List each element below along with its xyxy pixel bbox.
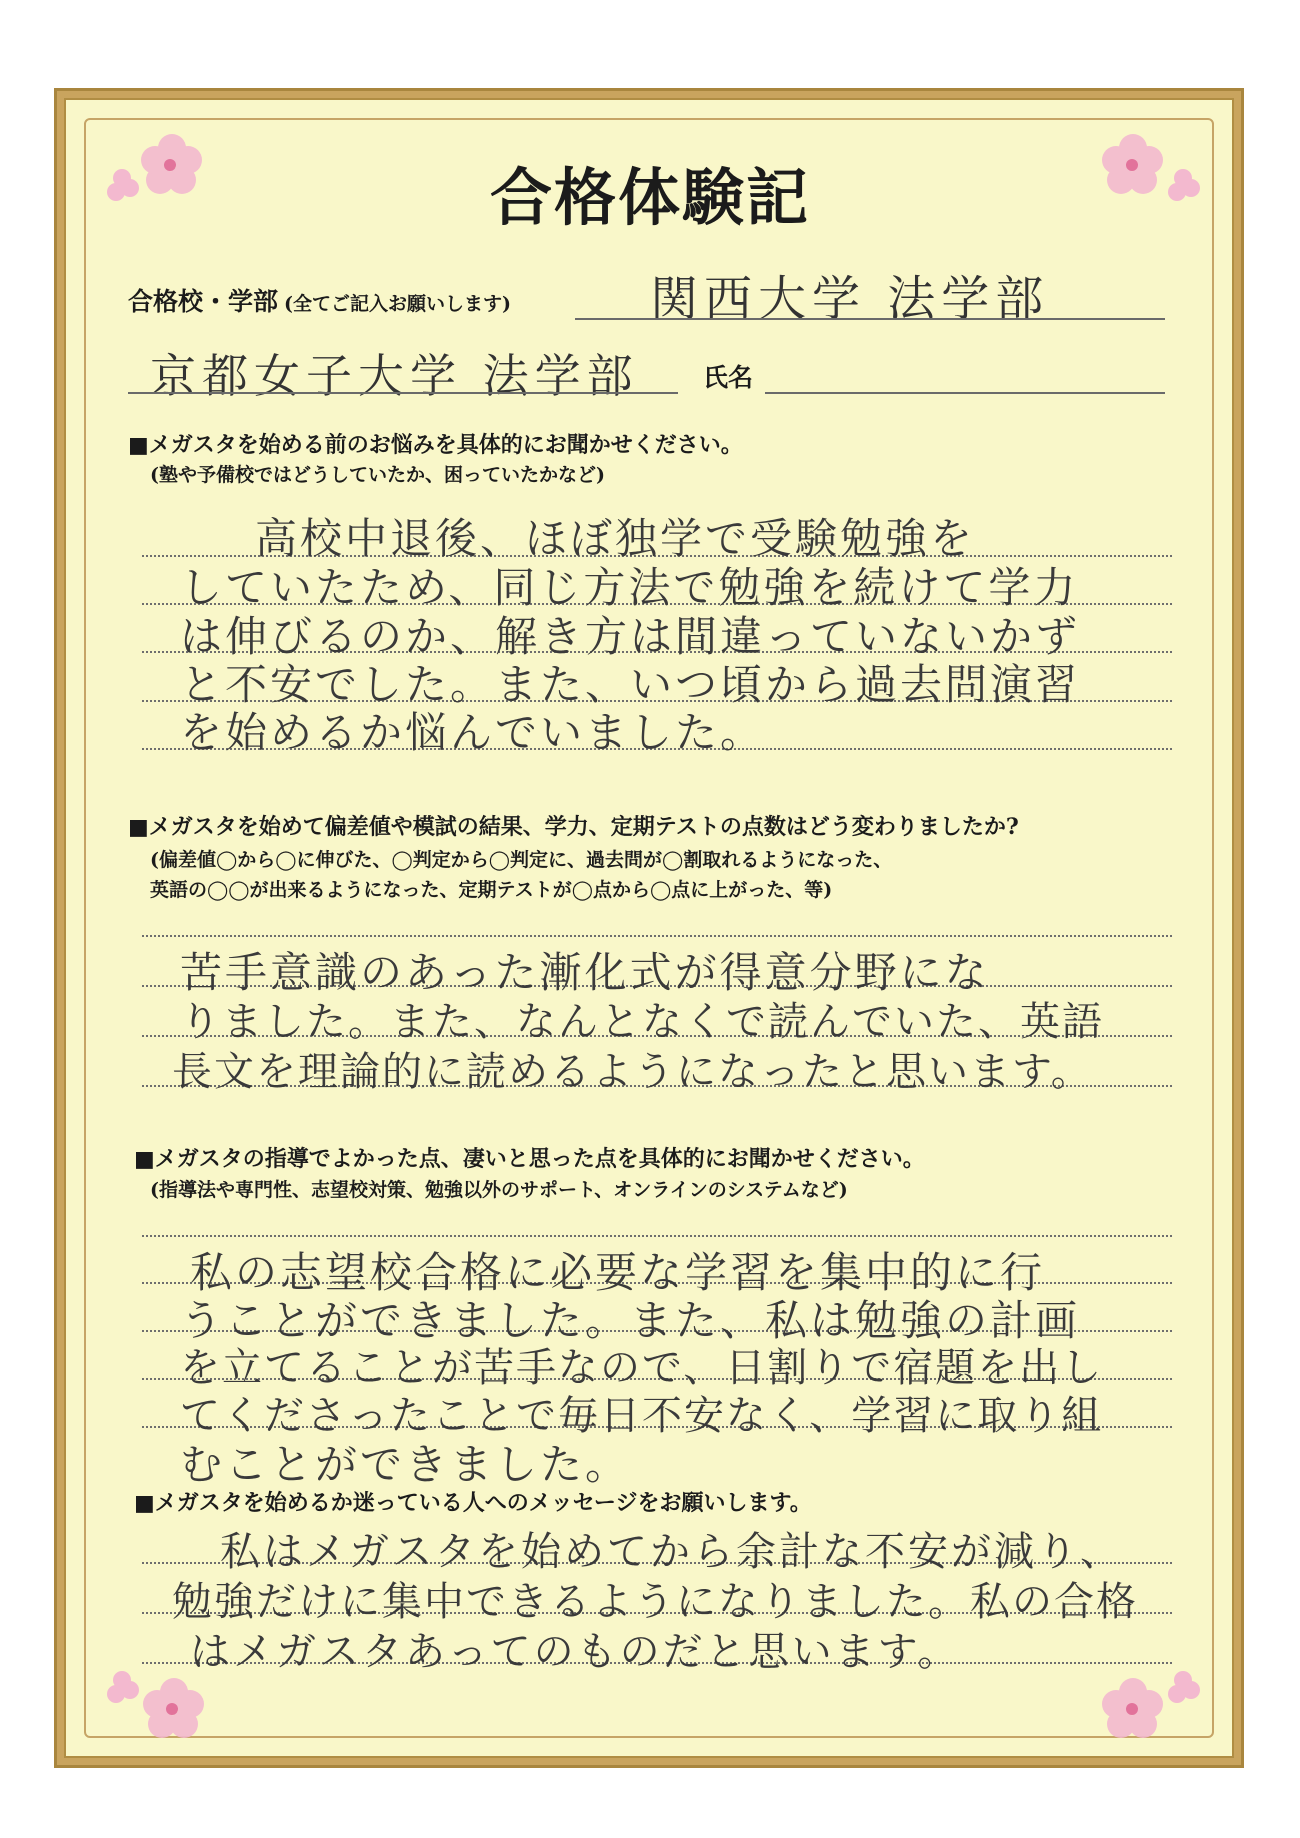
section-1-question: ■メガスタを始める前のお悩みを具体的にお聞かせください。 (128, 432, 743, 458)
section-3-answer-line: むことができました。 (180, 1440, 631, 1489)
school-1-value: 関西大学 法学部 (650, 271, 1050, 327)
school-note: (全てご記入お願いします) (284, 293, 511, 315)
section-2-answer-line: 長文を理論的に読めるようになったと思います。 (172, 1049, 1093, 1095)
section-2-answer-line: 苦手意識のあった漸化式が得意分野にな (180, 948, 990, 997)
school-2-value: 京都女子大学 法学部 (150, 349, 639, 403)
section-4-answer-line: 私はメガスタを始めてから余計な不安が減り、 (220, 1529, 1123, 1575)
section-4-answer-line: はメガスタあってのものだと思います。 (190, 1629, 961, 1675)
section-2-answer-line: りました。また、なんとなくで読んでいた、英語 (180, 999, 1104, 1045)
section-2-line (142, 935, 1172, 937)
section-1-answer-line: 高校中退後、ほぼ独学で受験勉強を (255, 514, 976, 563)
section-3-answer-line: 私の志望校合格に必要な学習を集中的に行 (190, 1248, 1046, 1297)
section-1-answer-line: していたため、同じ方法で勉強を続けて学力 (180, 563, 1079, 612)
section-4-question: ■メガスタを始めるか迷っている人へのメッセージをお願いします。 (134, 1490, 812, 1516)
section-1-answer-line: を始めるか悩んでいました。 (180, 708, 766, 757)
page-title: 合格体験記 (489, 161, 810, 234)
section-3-answer-line: を立てることが苦手なので、日割りで宿題を出し (180, 1345, 1104, 1391)
section-3-line (142, 1235, 1172, 1237)
section-3-answer-line: うことができました。また、私は勉強の計画 (180, 1296, 1081, 1345)
section-2-note: (偏差値◯から◯に伸びた、◯判定から◯判定に、過去問が◯割取れるようになった、 (150, 849, 893, 871)
section-1-answer-line: と不安でした。また、いつ頃から過去問演習 (180, 660, 1081, 709)
name-label: 氏名 (703, 363, 754, 392)
school-1-underline (575, 318, 1165, 320)
school-label-text: 合格校・学部 (128, 287, 279, 316)
school-2-underline (128, 392, 678, 394)
section-3-answer-line: てくださったことで毎日不安なく、学習に取り組 (180, 1393, 1104, 1439)
school-label (128, 282, 511, 318)
section-4-answer-line: 勉強だけに集中できるようになりました。私の合格 (172, 1579, 1138, 1625)
section-1-answer-line: は伸びるのか、解き方は間違っていないかず (180, 612, 1081, 661)
cherry-blossom-bottom-right-icon (1095, 1650, 1205, 1750)
section-1-note: (塾や予備校ではどうしていたか、困っていたかなど) (150, 464, 605, 486)
section-2-note: 英語の◯◯が出来るようになった、定期テストが◯点から◯点に上がった、等) (150, 879, 833, 901)
name-underline (765, 392, 1165, 394)
section-2-question: ■メガスタを始めて偏差値や模試の結果、学力、定期テストの点数はどう変わりましたか? (128, 814, 1019, 840)
section-3-note: (指導法や専門性、志望校対策、勉強以外のサポート、オンラインのシステムなど) (150, 1179, 848, 1201)
section-3-question: ■メガスタの指導でよかった点、凄いと思った点を具体的にお聞かせください。 (134, 1146, 925, 1172)
